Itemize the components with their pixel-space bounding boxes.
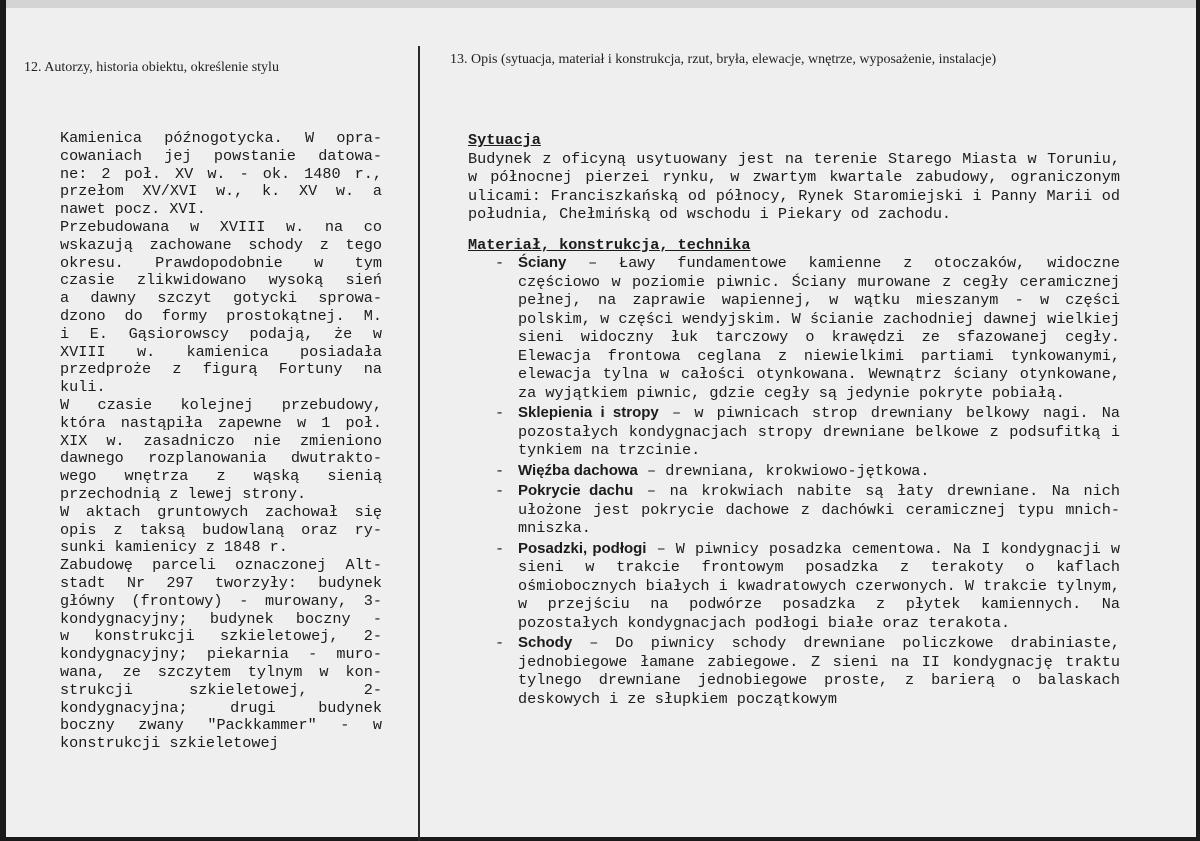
history-line: wskazują zachowane schody z tego <box>60 235 382 254</box>
page-bottom-edge <box>0 837 1200 841</box>
material-item-label: Sklepienia i stropy <box>518 404 659 421</box>
history-line: przedproże z figurą Fortuny na <box>60 360 382 379</box>
history-line: a dawny szczyt gotycki sprowa- <box>60 289 382 308</box>
history-line: która nastąpiła zapewne w 1 poł. <box>60 413 382 432</box>
material-item <box>468 540 1120 633</box>
history-line: ne: 2 poł. XV w. - ok. 1480 r., <box>60 164 382 183</box>
material-item-text: – Ławy fundamentowe kamienne z otoczaków, widoczne częściowo w poziomie piwnic. Ściany murowane z cegły ceramicznej pełnej, na zaprawie wapiennej, w wątku mieszanym - w części polskim, w części wendyjskim. W ścianie zachodniej dawnej wielkiej sieni widoczny łuk tarczowy o krawędzi ze sfazowanej cegły. Elewacja frontowa ceglana z niewielkimi partiami tynkowanymi, elewacja tylna w całości otynkowana. Wewnątrz ściany otynkowane, za wyjątkiem piwnic, gdzie cegły są jedynie pokryte pobiałą. <box>518 254 1120 402</box>
material-item-label: Pokrycie dachu <box>518 482 634 499</box>
history-line: wego wnętrza z wąską sienią <box>60 467 382 486</box>
material-item-text: – drewniana, krokwiowo-jętkowa. <box>637 461 930 480</box>
material-item-label: Więźba dachowa <box>518 461 638 479</box>
list-dash: - <box>495 482 505 500</box>
history-line: okresu. Prawdopodobnie w tym <box>60 253 382 272</box>
history-line: W aktach gruntowych zachował się <box>60 502 382 521</box>
history-line: kuli. <box>60 378 106 397</box>
history-line: opis z taksą budowlaną oraz ry- <box>60 520 382 539</box>
sytuacja-text: Budynek z oficyną usytuowany jest na terenie Starego Miasta w Toruniu, w północnej pierzei rynku, w zwartym kwartale zabudowy, ograniczonym ulicami: Franciszkańską od północy, Rynek Staromiejski i Panny Marii od południa, Chełmińską od wschodu i Piekary od zachodu. <box>468 149 1120 223</box>
material-item-text: – na krokwiach nabite są łaty drewniane. Na nich ułożone jest pokrycie dachowe z dachówki ceramicznej typu mnich-mniszka. <box>518 482 1120 537</box>
left-section-heading: 12. Autorzy, historia obiektu, określenie stylu <box>24 60 279 75</box>
history-line: Zabudowę parceli oznaczonej Alt- <box>60 556 382 575</box>
history-line: wana, ze szczytem tylnym w kon- <box>60 662 382 681</box>
history-line: główny (frontowy) - murowany, 3- <box>60 591 382 610</box>
list-dash: - <box>495 461 505 480</box>
material-item-text: – Do piwnicy schody drewniane policzkowe drabiniaste, jednobiegowe łamane zabiegowe. Z sieni na II kondygnację traktu tylnego drewniane jednobiegowe proste, z barierą o balaskach deskowych i ze słupkiem początkowym <box>518 634 1120 708</box>
history-line: kondygnacyjny; budynek boczny - <box>60 609 382 628</box>
history-line: kondygnacyjna; drugi budynek <box>60 698 382 717</box>
history-text <box>60 130 382 753</box>
page-top-edge <box>0 0 1200 8</box>
history-line: kondygnacyjny; piekarnia - muro- <box>60 645 382 664</box>
material-item <box>468 634 1120 708</box>
material-item <box>468 462 1120 481</box>
history-line: XVIII w. kamienica posiadała <box>60 342 382 361</box>
page-right-edge <box>1196 0 1200 841</box>
history-line: Kamienica późnogotycka. W opra- <box>60 129 382 147</box>
history-line: dzono do formy prostokątnej. M. <box>60 306 382 325</box>
history-line: cowaniach jej powstanie datowa- <box>60 146 382 165</box>
material-item-text: – W piwnicy posadzka cementowa. Na I kondygnacji w sieni w trakcie frontowym posadzka z terakoty o kaflach ośmiobocznych białych i kwadratowych czerwonych. W trakcie tylnym, w przejściu na podwórze posadzka z płytek kamiennych. Na pozostałych kondygnacjach podłogi białe oraz terakota. <box>518 539 1120 632</box>
history-line: przechodnią z lewej strony. <box>60 484 307 503</box>
material-item <box>468 254 1120 402</box>
history-line: strukcji szkieletowej, 2- <box>60 680 382 699</box>
history-line: dawnego rozplanowania dwutrakto- <box>60 449 382 468</box>
material-item-label: Schody <box>518 634 573 651</box>
material-item-text: – w piwnicach strop drewniany belkowy nagi. Na pozostałych kondygnacjach stropy drewniane belkowe z podsufitką i tynkiem na trzcinie. <box>518 404 1120 459</box>
history-line: w konstrukcji szkieletowej, 2- <box>60 627 382 646</box>
history-line: stadt Nr 297 tworzyły: budynek <box>60 573 382 592</box>
history-line: konstrukcji szkieletowej <box>60 734 279 753</box>
history-line: nawet pocz. XVI. <box>60 200 206 219</box>
history-line: i E. Gąsiorowscy podają, że w <box>60 324 382 343</box>
history-line: boczny zwany "Packkammer" - w <box>60 716 382 735</box>
list-dash: - <box>495 634 505 652</box>
list-dash: - <box>495 539 505 558</box>
column-divider <box>418 46 420 841</box>
history-line: przełom XV/XVI w., k. XV w. a <box>60 182 382 201</box>
history-line: Przebudowana w XVIII w. na co <box>60 217 382 236</box>
material-item <box>468 404 1120 460</box>
material-item-label: Posadzki, podłogi <box>518 539 647 557</box>
description-column <box>468 131 1120 710</box>
list-dash: - <box>495 404 505 422</box>
history-line: czasie zlikwidowano wysoką sień <box>60 271 382 290</box>
material-list <box>468 254 1120 708</box>
history-line: W czasie kolejnej przebudowy, <box>60 395 382 414</box>
material-item-label: Ściany <box>518 254 567 271</box>
list-dash: - <box>495 254 505 272</box>
sytuacja-title: Sytuacja <box>468 131 541 149</box>
history-line: sunki kamienicy z 1848 r. <box>60 538 288 557</box>
material-item <box>468 482 1120 538</box>
right-section-heading: 13. Opis (sytuacja, materiał i konstrukcja, rzut, bryła, elewacje, wnętrze, wyposażenie, instalacje) <box>450 52 997 67</box>
material-title: Materiał, konstrukcja, technika <box>468 235 751 254</box>
history-line: XIX w. zasadniczo nie zmieniono <box>60 431 382 450</box>
page-left-edge <box>0 0 6 841</box>
